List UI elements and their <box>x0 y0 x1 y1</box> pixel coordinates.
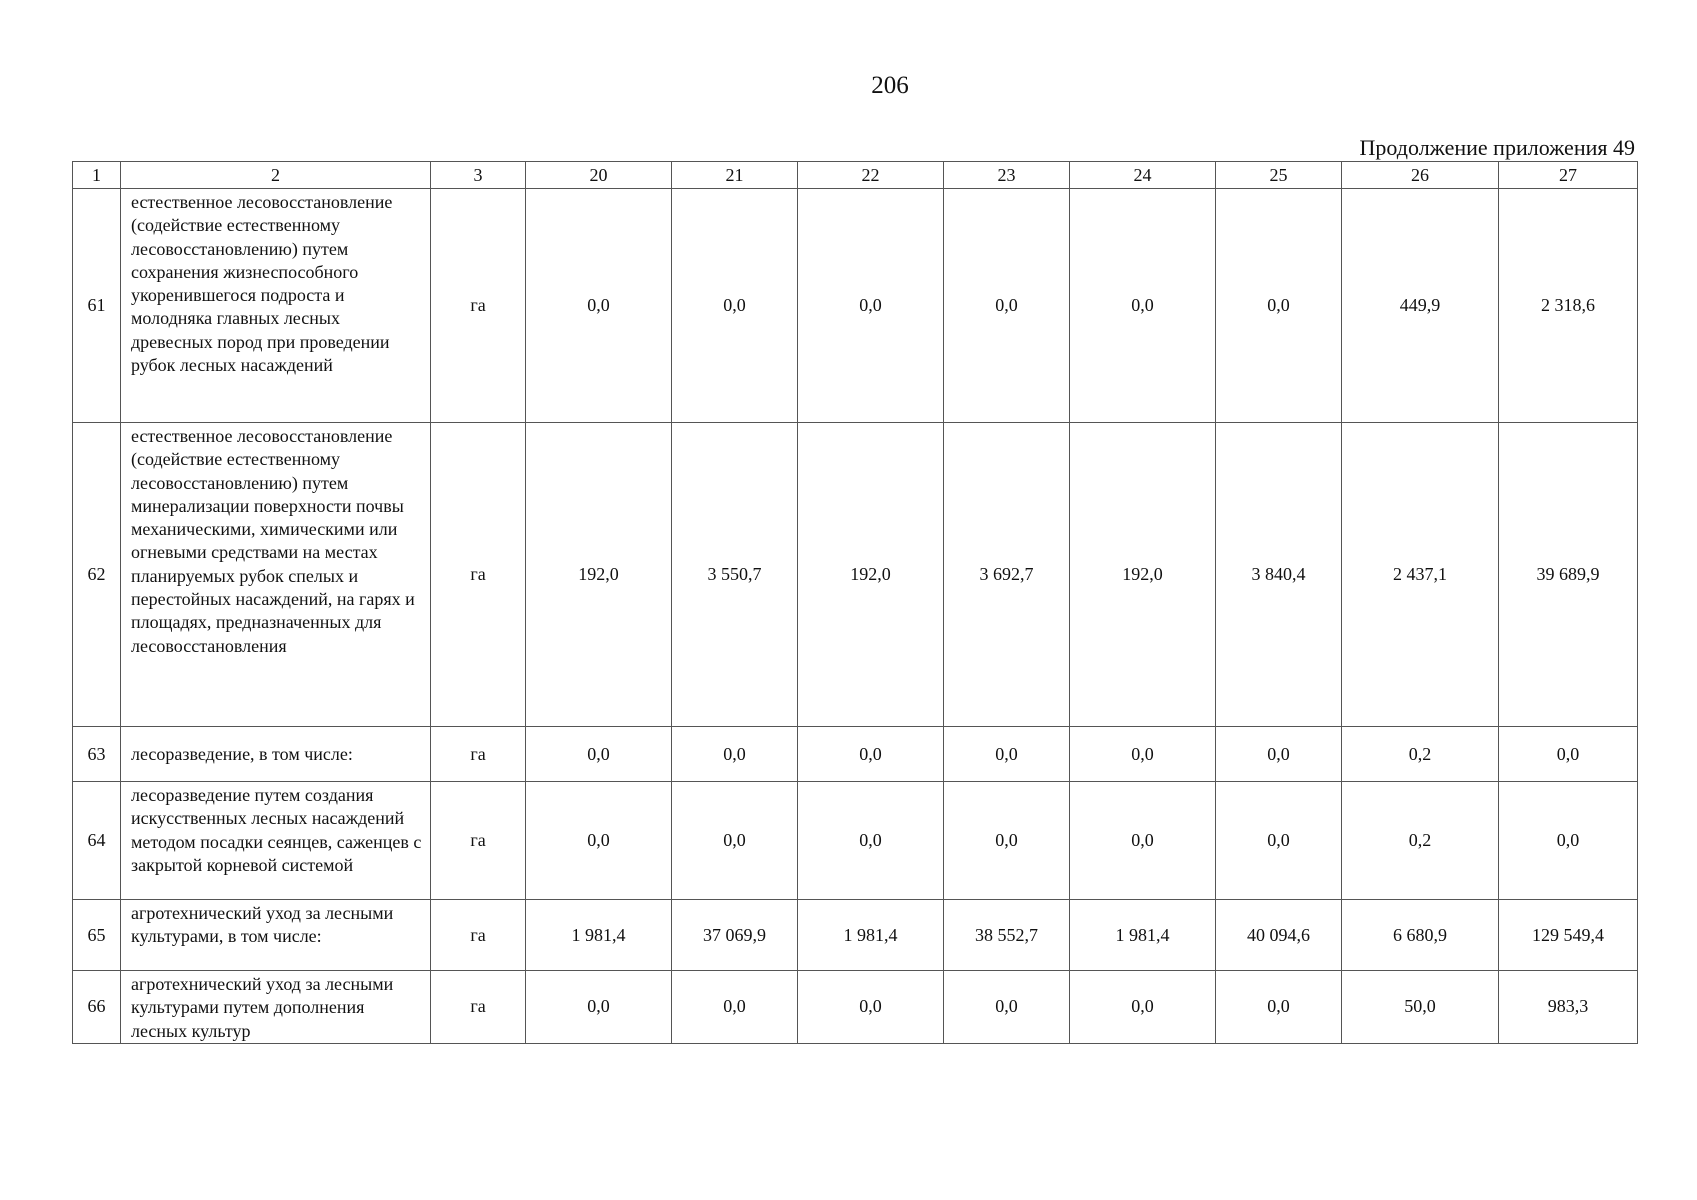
column-header: 22 <box>798 162 944 189</box>
row-description: естественное лесовосстановление (содействие естественному лесовосстановлению) путем сохранения жизнеспособного укоренившегося подроста и молодняка главных лесных древесных пород при проведении рубок лесных насаждений <box>121 189 431 423</box>
cell-value: 0,0 <box>1216 782 1342 900</box>
header-row <box>73 162 1638 189</box>
cell-value: 2 437,1 <box>1342 423 1499 727</box>
cell-value: 0,0 <box>1499 782 1638 900</box>
cell-value: 3 550,7 <box>672 423 798 727</box>
row-description: лесоразведение путем создания искусственных лесных насаждений методом посадки сеянцев, саженцев с закрытой корневой системой <box>121 782 431 900</box>
row-unit: га <box>431 900 526 971</box>
column-header: 23 <box>944 162 1070 189</box>
cell-value: 0,0 <box>1499 727 1638 782</box>
column-header: 26 <box>1342 162 1499 189</box>
table-row <box>73 971 1638 1044</box>
cell-value: 38 552,7 <box>944 900 1070 971</box>
cell-value: 0,0 <box>944 727 1070 782</box>
table-row <box>73 727 1638 782</box>
cell-value: 0,0 <box>1070 727 1216 782</box>
row-number: 65 <box>73 900 121 971</box>
cell-value: 0,0 <box>1216 189 1342 423</box>
column-header: 20 <box>526 162 672 189</box>
cell-value: 0,0 <box>526 971 672 1044</box>
column-header: 24 <box>1070 162 1216 189</box>
cell-value: 0,0 <box>944 971 1070 1044</box>
continuation-label: Продолжение приложения 49 <box>1359 135 1635 160</box>
cell-value: 192,0 <box>798 423 944 727</box>
cell-value: 1 981,4 <box>526 900 672 971</box>
column-header: 2 <box>121 162 431 189</box>
cell-value: 129 549,4 <box>1499 900 1638 971</box>
cell-value: 983,3 <box>1499 971 1638 1044</box>
cell-value: 0,2 <box>1342 727 1499 782</box>
cell-value: 1 981,4 <box>1070 900 1216 971</box>
cell-value: 0,0 <box>526 782 672 900</box>
row-description: агротехнический уход за лесными культурами путем дополнения лесных культур <box>121 971 431 1044</box>
cell-value: 0,0 <box>798 189 944 423</box>
cell-value: 0,0 <box>1070 782 1216 900</box>
cell-value: 0,0 <box>526 189 672 423</box>
row-unit: га <box>431 971 526 1044</box>
cell-value: 449,9 <box>1342 189 1499 423</box>
row-number: 63 <box>73 727 121 782</box>
cell-value: 0,0 <box>672 727 798 782</box>
cell-value: 0,0 <box>798 971 944 1044</box>
row-description: естественное лесовосстановление (содействие естественному лесовосстановлению) путем минерализации поверхности почвы механическими, химическими или огневыми средствами на местах планируемых рубок спелых и перестойных насаждений, на гарях и площадях, предназначенных для лесовосстановления <box>121 423 431 727</box>
row-unit: га <box>431 727 526 782</box>
cell-value: 0,0 <box>1216 727 1342 782</box>
cell-value: 0,0 <box>798 727 944 782</box>
cell-value: 6 680,9 <box>1342 900 1499 971</box>
column-header: 27 <box>1499 162 1638 189</box>
row-unit: га <box>431 423 526 727</box>
cell-value: 0,0 <box>672 971 798 1044</box>
cell-value: 0,0 <box>944 782 1070 900</box>
column-header: 25 <box>1216 162 1342 189</box>
cell-value: 192,0 <box>1070 423 1216 727</box>
column-header: 21 <box>672 162 798 189</box>
row-description: лесоразведение, в том числе: <box>121 727 431 782</box>
cell-value: 37 069,9 <box>672 900 798 971</box>
cell-value: 0,0 <box>1216 971 1342 1044</box>
table-row <box>73 423 1638 727</box>
cell-value: 40 094,6 <box>1216 900 1342 971</box>
cell-value: 0,0 <box>672 782 798 900</box>
cell-value: 0,0 <box>1070 971 1216 1044</box>
column-header: 1 <box>73 162 121 189</box>
row-number: 62 <box>73 423 121 727</box>
table-row <box>73 782 1638 900</box>
page-number: 206 <box>871 72 909 99</box>
cell-value: 0,0 <box>526 727 672 782</box>
cell-value: 0,0 <box>1070 189 1216 423</box>
cell-value: 39 689,9 <box>1499 423 1638 727</box>
row-unit: га <box>431 189 526 423</box>
cell-value: 0,0 <box>798 782 944 900</box>
cell-value: 3 840,4 <box>1216 423 1342 727</box>
cell-value: 192,0 <box>526 423 672 727</box>
cell-value: 2 318,6 <box>1499 189 1638 423</box>
cell-value: 50,0 <box>1342 971 1499 1044</box>
cell-value: 0,0 <box>944 189 1070 423</box>
data-table <box>72 161 1638 1044</box>
table-row <box>73 900 1638 971</box>
column-header: 3 <box>431 162 526 189</box>
row-number: 64 <box>73 782 121 900</box>
table-row <box>73 189 1638 423</box>
row-unit: га <box>431 782 526 900</box>
cell-value: 3 692,7 <box>944 423 1070 727</box>
cell-value: 0,0 <box>672 189 798 423</box>
cell-value: 0,2 <box>1342 782 1499 900</box>
cell-value: 1 981,4 <box>798 900 944 971</box>
row-description: агротехнический уход за лесными культурами, в том числе: <box>121 900 431 971</box>
row-number: 61 <box>73 189 121 423</box>
row-number: 66 <box>73 971 121 1044</box>
